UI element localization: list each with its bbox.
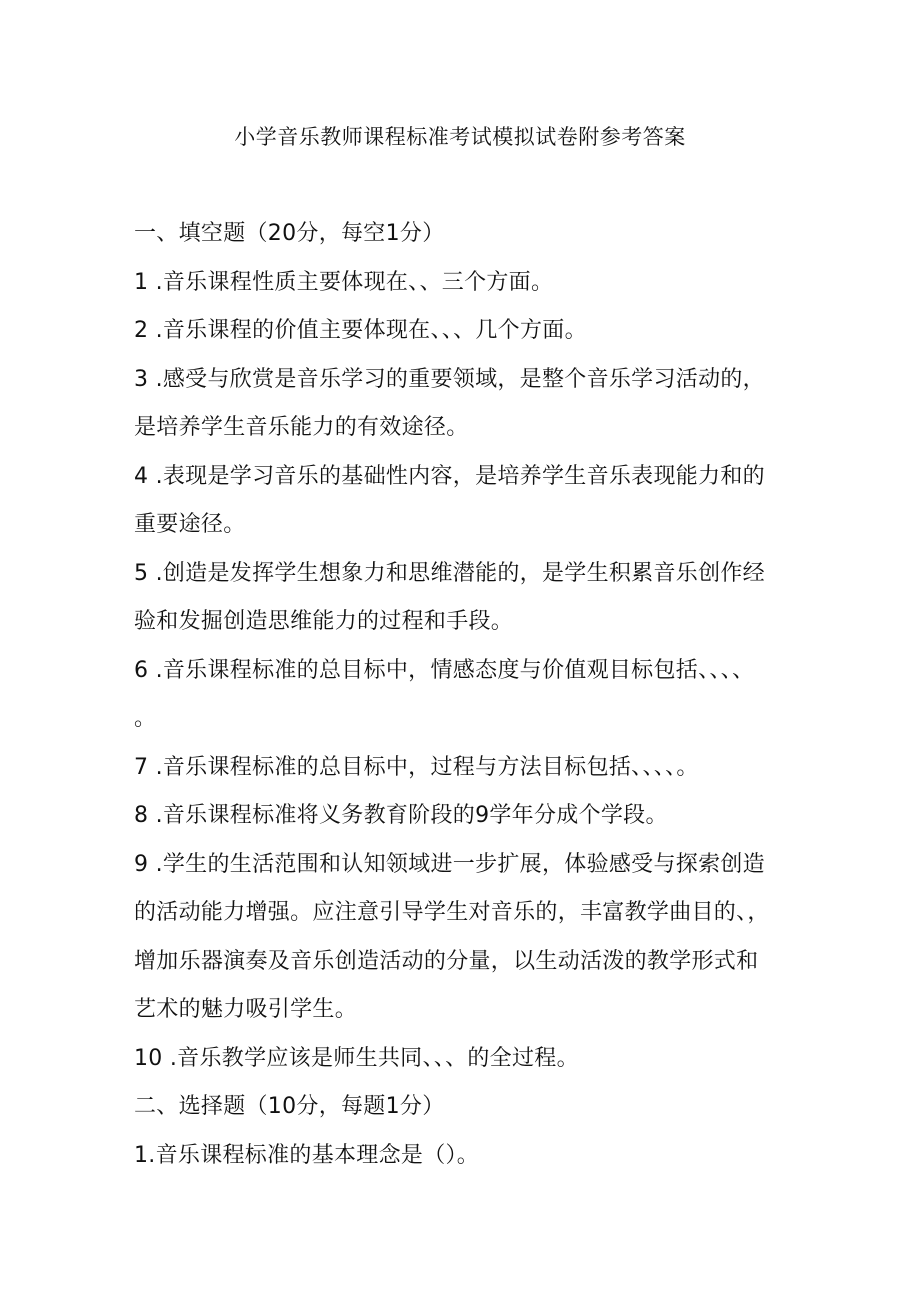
question-line: 是培养学生音乐能力的有效途径。 <box>134 415 469 440</box>
question-line: 8 .音乐课程标准将义务教育阶段的9学年分成个学段。 <box>134 803 668 828</box>
document-body <box>134 214 814 1184</box>
question-line: 的活动能力增强。应注意引导学生对音乐的，丰富教学曲目的、， <box>134 900 770 925</box>
document-title: 小学音乐教师课程标准考试模拟试卷附参考答案 <box>234 125 686 149</box>
question-line: 4 .表现是学习音乐的基础性内容，是培养学生音乐表现能力和的 <box>134 463 765 489</box>
question-line: 10 .音乐教学应该是师生共同、、、的全过程。 <box>134 1045 579 1071</box>
question-line: 验和发掘创造思维能力的过程和手段。 <box>134 609 514 634</box>
question-line: 重要途径。 <box>134 512 246 537</box>
question-line: 2 .音乐课程的价值主要体现在、、、几个方面。 <box>134 318 587 343</box>
question-line: 7 .音乐课程标准的总目标中，过程与方法目标包括、、、、。 <box>134 754 699 780</box>
question-line: 5 .创造是发挥学生想象力和思维潜能的，是学生积累音乐创作经 <box>134 560 765 586</box>
question-line: 增加乐器演奏及音乐创造活动的分量，以生动活泼的教学形式和 <box>134 948 759 974</box>
section-heading-multiple-choice: 二、选择题（10分，每题1分） <box>134 1094 445 1119</box>
question-line: 3 .感受与欣赏是音乐学习的重要领域，是整个音乐学习活动的， <box>134 366 765 392</box>
question-line: 艺术的魅力吸引学生。 <box>134 997 358 1022</box>
question-line: 6 .音乐课程标准的总目标中，情感态度与价值观目标包括、、、、 <box>134 657 755 683</box>
question-line: 1.音乐课程标准的基本理念是（）。 <box>134 1142 480 1168</box>
section-heading-fill-in: 一、填空题（20分，每空1分） <box>134 221 445 246</box>
question-line: 。 <box>134 706 157 731</box>
question-line: 1 .音乐课程性质主要体现在、、三个方面。 <box>134 269 554 295</box>
question-line: 9 .学生的生活范围和认知领域进一步扩展，体验感受与探索创造 <box>134 851 765 877</box>
